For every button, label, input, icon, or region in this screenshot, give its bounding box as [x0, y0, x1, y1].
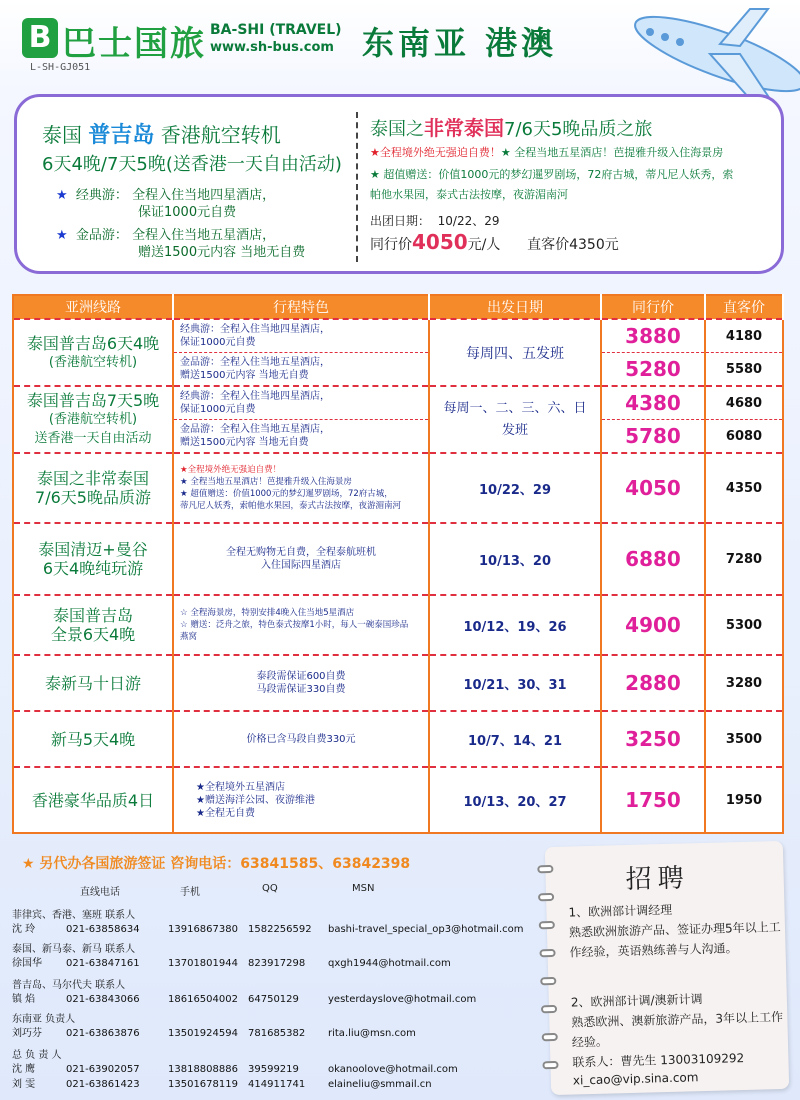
route-features: 价格已含马段自费330元 — [173, 711, 429, 767]
recruit-position-2: 2、欧洲部计调/澳新计调 — [570, 992, 703, 1010]
route-name: 泰国清迈+曼谷 6天4晚纯玩游 — [13, 523, 173, 595]
promo-right-price: 同行价4050元/人 直客价4350元 — [370, 230, 619, 254]
route-name: 泰国之非常泰国 7/6天5晚品质游 — [13, 453, 173, 523]
route-features: 金品游：全程入住当地五星酒店， 赠送1500元内容 当地无自费 — [173, 420, 429, 454]
table-header-row — [13, 295, 783, 319]
peer-price: 1750 — [601, 767, 705, 833]
route-date: 10/13、20 — [429, 523, 601, 595]
direct-price: 3280 — [705, 655, 783, 711]
promo-right-line-2: ★ 超值赠送：价值1000元的梦幻暹罗剧场，72府古城，蒂凡尼人妖秀，索 — [370, 168, 734, 181]
binder-ring-icon — [541, 1005, 557, 1013]
contact-group-title: 普吉岛、马尔代夫 联系人 — [12, 980, 126, 991]
promo-left-title: 泰国 普吉岛 香港航空转机 — [42, 123, 281, 148]
contact-col-msn: MSN — [352, 883, 375, 894]
route-date: 10/21、30、31 — [429, 655, 601, 711]
brand-name-en: BA-SHI (TRAVEL) — [210, 22, 342, 38]
route-table — [12, 294, 784, 834]
promo-right-line-1: ★全程境外绝无强迫自费！★ 全程当地五星酒店！芭提雅升级入住海景房 — [370, 146, 724, 159]
binder-ring-icon — [542, 1061, 558, 1069]
brand-name-cn: 巴士国旅 — [62, 24, 206, 64]
table-row — [13, 711, 783, 767]
promo-left-item-gold-2: 赠送1500元内容 当地无自费 — [138, 245, 306, 260]
contact-col-tel: 直线电话 — [80, 887, 120, 898]
contact-group-title: 菲律宾、香港、塞班 联系人 — [12, 910, 136, 921]
promo-right-dates: 出团日期： 10/22、29 — [370, 214, 500, 228]
brand-url[interactable]: www.sh-bus.com — [210, 40, 334, 55]
binder-ring-icon — [542, 1033, 558, 1041]
binder-ring-icon — [539, 921, 555, 929]
route-name: 泰国普吉岛6天4晚 (香港航空转机) — [13, 319, 173, 386]
recruit-contact: 联系人：曹先生 13003109292 — [572, 1051, 745, 1070]
peer-price: 3250 — [601, 711, 705, 767]
route-date: 10/13、20、27 — [429, 767, 601, 833]
peer-price: 5280 — [601, 353, 705, 387]
route-features: ☆ 全程海景房，特别安排4晚入住当地5星酒店 ☆ 赠送：泛舟之旅，特色泰式按摩1小时，每人一碗泰国珍品 燕窝 — [173, 595, 429, 655]
contact-group-title: 东南亚 负责人 — [12, 1014, 76, 1025]
table-row — [13, 453, 783, 523]
route-date: 每周一、二、三、六、日 发班 — [429, 386, 601, 453]
binder-ring-icon — [540, 977, 556, 985]
col-header-features: 行程特色 — [173, 295, 429, 319]
peer-price: 3880 — [601, 319, 705, 353]
col-header-peer-price: 同行价 — [601, 295, 705, 319]
direct-price: 4680 — [705, 386, 783, 420]
col-header-route: 亚洲线路 — [13, 295, 173, 319]
direct-price: 4180 — [705, 319, 783, 353]
recruit-position-1: 1、欧洲部计调经理 — [568, 902, 673, 920]
direct-price: 7280 — [705, 523, 783, 595]
peer-price: 4050 — [601, 453, 705, 523]
route-name: 泰国普吉岛7天5晚 (香港航空转机) 送香港一天自由活动 — [13, 386, 173, 453]
promo-right-line-3: 帕他水果园，泰式古法按摩，夜游湄南河 — [370, 188, 568, 201]
table-row — [13, 767, 783, 833]
direct-price: 4350 — [705, 453, 783, 523]
direct-price: 1950 — [705, 767, 783, 833]
route-name: 泰新马十日游 — [13, 655, 173, 711]
recruit-email[interactable]: xi_cao@vip.sina.com — [572, 1070, 699, 1088]
peer-price: 6880 — [601, 523, 705, 595]
binder-ring-icon — [538, 893, 554, 901]
route-date: 10/7、14、21 — [429, 711, 601, 767]
col-header-direct-price: 直客价 — [705, 295, 783, 319]
binder-ring-icon — [537, 865, 553, 873]
route-date: 10/12、19、26 — [429, 595, 601, 655]
promo-right-title: 泰国之非常泰国7/6天5晚品质之旅 — [370, 116, 653, 140]
route-features: ★全程境外绝无强迫自费！ ★ 全程当地五星酒店！芭提雅升级入住海景房 ★ 超值赠送：价值1000元的梦幻暹罗剧场，72府古城， 蒂凡尼人妖秀，索帕他水果园，泰式古法按摩，夜游湄南河 — [173, 453, 429, 523]
product-code: L-SH-GJ051 — [30, 62, 91, 73]
airplane-icon — [600, 4, 800, 104]
contact-col-qq: QQ — [262, 883, 278, 894]
table-row — [13, 595, 783, 655]
route-date: 每周四、五发班 — [429, 319, 601, 386]
direct-price: 5300 — [705, 595, 783, 655]
recruit-position-2-desc: 熟悉欧洲、澳新旅游产品，3年以上工作经验。 — [571, 1009, 784, 1050]
direct-price: 5580 — [705, 353, 783, 387]
route-name: 香港豪华品质4日 — [13, 767, 173, 833]
promo-left-subtitle: 6天4晚/7天5晚(送香港一天自由活动) — [42, 154, 342, 175]
contact-managers-title: 总 负 责 人 — [12, 1050, 62, 1061]
contact-row: 刘巧芬 021-63863876 13501924594 781685382 rita.liu@msn.com — [12, 1028, 416, 1039]
contact-row: 沈 玲 021-63858634 13916867380 1582256592 bashi-travel_special_op3@hotmail.com — [12, 924, 524, 935]
route-name: 新马5天4晚 — [13, 711, 173, 767]
binder-ring-icon — [539, 949, 555, 957]
table-row — [13, 523, 783, 595]
route-features: 全程无购物无自费，全程泰航班机 入住国际四星酒店 — [173, 523, 429, 595]
route-features: 经典游：全程入住当地四星酒店， 保证1000元自费 — [173, 319, 429, 353]
route-features: ★全程境外五星酒店 ★赠送海洋公园、夜游维港 ★全程无自费 — [173, 767, 429, 833]
contact-group-title: 泰国、新马泰、新马 联系人 — [12, 944, 136, 955]
recruitment-card — [545, 841, 789, 1095]
col-header-date: 出发日期 — [429, 295, 601, 319]
table-row — [13, 319, 783, 353]
contact-row: 刘 雯 021-63861423 13501678119 414911741 elaineliu@smmail.cn — [12, 1079, 432, 1090]
page-headline: 东南亚 港澳 — [362, 24, 558, 62]
contact-col-mobile: 手机 — [180, 887, 200, 898]
brand-logo-icon: B — [22, 18, 58, 58]
recruit-title: 招聘 — [625, 863, 691, 896]
peer-price: 2880 — [601, 655, 705, 711]
direct-price: 6080 — [705, 420, 783, 454]
route-features: 经典游：全程入住当地四星酒店， 保证1000元自费 — [173, 386, 429, 420]
route-features: 金品游：全程入住当地五星酒店， 赠送1500元内容 当地无自费 — [173, 353, 429, 387]
recruit-position-1-desc: 熟悉欧洲旅游产品、签证办理5年以上工作经验，英语熟练善与人沟通。 — [568, 920, 781, 960]
route-features: 泰段需保证600自费 马段需保证330自费 — [173, 655, 429, 711]
peer-price: 4380 — [601, 386, 705, 420]
visa-service-banner: ★ 另代办各国旅游签证 咨询电话：63841585、63842398 — [22, 856, 411, 872]
promo-left-item-gold: ★ 金品游： 全程入住当地五星酒店， — [56, 228, 276, 243]
promo-divider — [356, 112, 358, 262]
promo-left-item-classic: ★ 经典游： 全程入住当地四星酒店， — [56, 188, 276, 203]
peer-price: 5780 — [601, 420, 705, 454]
route-name: 泰国普吉岛 全景6天4晚 — [13, 595, 173, 655]
table-row — [13, 655, 783, 711]
direct-price: 3500 — [705, 711, 783, 767]
contact-row: 镇 焰 021-63843066 18616504002 64750129 yesterdayslove@hotmail.com — [12, 994, 477, 1005]
route-date: 10/22、29 — [429, 453, 601, 523]
contact-row: 沈 鹰 021-63902057 13818808886 39599219 okanoolove@hotmail.com — [12, 1064, 458, 1075]
peer-price: 4900 — [601, 595, 705, 655]
promo-left-item-classic-2: 保证1000元自费 — [138, 205, 237, 220]
contact-row: 徐国华 021-63847161 13701801944 823917298 qxgh1944@hotmail.com — [12, 958, 451, 969]
table-row — [13, 386, 783, 420]
